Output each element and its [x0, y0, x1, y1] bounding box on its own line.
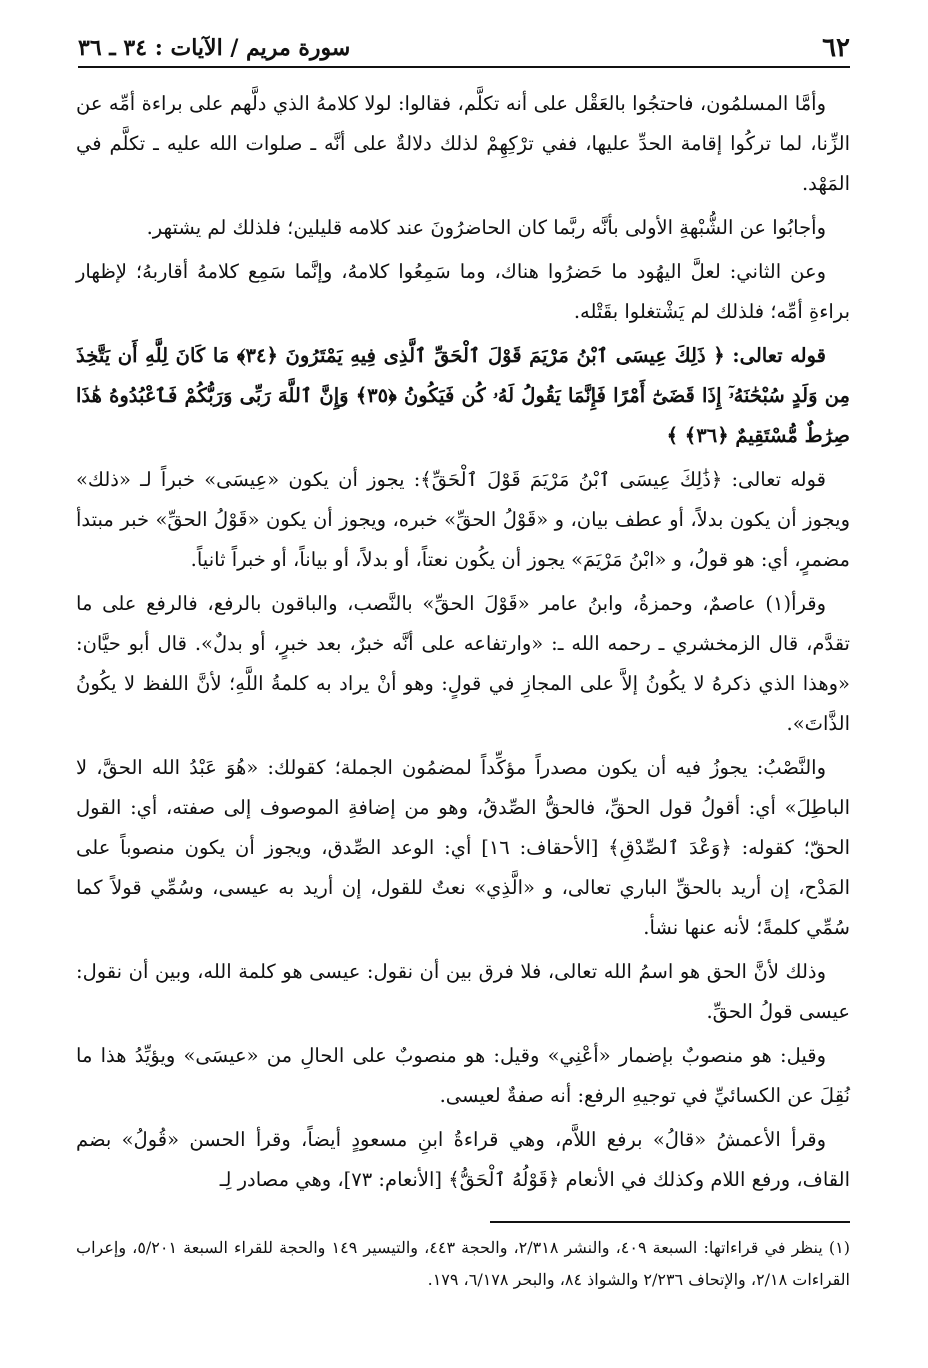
quran-verses: قوله تعالى: ﴿ ذَلِكَ عِيسَى ٱبْنُ مَرْيَمَ قَوْلَ ٱلْحَقِّ ٱلَّذِى فِيهِ يَمْتَرُونَ ﴿٣٤﴾ مَا كَانَ لِلَّهِ أَن يَتَّخِذَ مِن وَلَدٍ سُبْحَٰنَهُۥٓ إِذَا قَضَىٰٓ أَمْرًا فَإِنَّمَا يَقُولُ لَهُۥ كُن فَيَكُونُ ﴿٣٥﴾ وَإِنَّ ٱللَّهَ رَبِّى وَرَبُّكُمْ فَٱعْبُدُوهُ هَٰذَا صِرَٰطٌ مُّسْتَقِيمٌ ﴿٣٦﴾ ﴾ [76, 344, 850, 447]
main-text [76, 84, 850, 1204]
footnote-divider [490, 1221, 850, 1223]
footnote: (١) ينظر في قراءاتها: السبعة ٤٠٩، والنشر ٢/٣١٨، والحجة ٤٤٣، والتيسير ١٤٩ والحجة للقراء السبعة ٥/٢٠١، وإعراب القراءات ٢/١٨، والإتحاف ٢/٢٣٦ والشواذ ٨٤، والبحر ٦/١٧٨، ١٧٩. [76, 1238, 851, 1289]
page-header [78, 30, 850, 68]
paragraph: وأجابُوا عن الشُّبْهةِ الأولى بأنَّه ربَّما كان الحاضرُونَ عند كلامه قليلين؛ فلذلك لم يشتهر. [146, 216, 826, 239]
paragraph: قوله تعالى: ﴿ذَٰلِكَ عِيسَى ٱبْنُ مَرْيَمَ قَوْلَ ٱلْحَقِّ﴾: يجوز أن يكون «عِيسَى» خبراً لـ «ذلك» ويجوز أن يكون بدلاً، أو عطف بيان، و «قَوْلُ الحقِّ» خبره، ويجوز أن يكون «قَوْلُ الحقِّ» خبر مبتدأ مضمرٍ، أي: هو قولُ، و «ابْنُ مَرْيَمَ» يجوز أن يكُون نعتاً، أو بدلاً، أو بياناً، أو خبراً ثانياً. [76, 468, 850, 571]
paragraph: وقيل: هو منصوبٌ بإضمار «أعْنِي» وقيل: هو منصوبٌ على الحالِ من «عيسَى» ويؤيِّدُ هذا ما نُقِلَ عن الكسائيِّ في توجيهِ الرفع: أنه صفةٌ لعيسى. [76, 1044, 850, 1107]
paragraph: والنَّصْبُ: يجوزُ فيه أن يكون مصدراً مؤكِّداً لمضمُون الجملة؛ كقولك: «هُوَ عَبْدُ الله الحقَّ، لا الباطِلَ» أي: أقولُ قول الحقِّ، فالحقُّ الصِّدقُ، وهو من إضافةِ الموصوف إلى صفته، أي: القول الحقّ؛ كقوله: ﴿وَعْدَ ٱلصِّدْقِ﴾ [الأحقاف: ١٦] أي: الوعد الصِّدق، ويجوز أن يكون منصوباً على المَدْح، إن أريد بالحقِّ الباري تعالى، و «الَّذِي» نعتٌ للقول، إن أريد به عيسى، وسُمِّي قولاً كما سُمِّي كلمةً؛ لأنه عنها نشأ. [76, 756, 850, 939]
surah-title: سورة مريم / الآيات : ٣٤ ـ ٣٦ [78, 35, 351, 61]
paragraph: وقرأ الأعمشُ «قالُ» برفع اللاَّم، وهي قراءةُ ابنِ مسعودٍ أيضاً، وقرأ الحسن «قُولُ» بضم القاف، ورفع اللام وكذلك في الأنعام ﴿قَوْلُهُ ٱلْحَقُّ﴾ [الأنعام: ٧٣]، وهي مصادر لِـ [76, 1128, 850, 1191]
paragraph: وذلك لأنَّ الحق هو اسمُ الله تعالى، فلا فرق بين أن نقول: عيسى هو كلمة الله، وبين أن نقول: عيسى قولُ الحقِّ. [76, 960, 850, 1023]
paragraph: وأمَّا المسلمُون، فاحتجُوا بالعَقْل على أنه تكلَّم، فقالوا: لولا كلامهُ الذي دلَّهم على براءة أمِّه عن الزِّنا، لما تركُوا إقامة الحدِّ عليها، ففي ترْكِهِمْ لذلك دلالةٌ على أنَّه ـ صلوات الله عليه ـ تكلَّم في المَهْد. [76, 92, 850, 195]
page-number: ٦٢ [822, 33, 850, 63]
paragraph: وقرأ(١) عاصمٌ، وحمزةُ، وابنُ عامر «قَوْلَ الحقِّ» بالنَّصب، والباقون بالرفع، فالرفع على ما تقدَّم، قال الزمخشري ـ رحمه الله ـ: «وارتفاعه على أنَّه خبرٌ، بعد خبرٍ، أو بدلٌ». قال أبو حيَّان: «وهذا الذي ذكرهُ لا يكُونُ إلاَّ على المجازِ في قولٍ: وهو أنْ يراد به كلمةُ اللَّهِ؛ لأنَّ اللفظ لا يكُونُ الذَّاتَ». [76, 592, 850, 735]
paragraph: وعن الثاني: لعلَّ اليهُود ما حَضرُوا هناك، وما سَمِعُوا كلامهُ، وإنَّما سَمِع كلامهُ أقاربهُ؛ لإظهار براءةِ أمِّه؛ فلذلك لم يَشْتغلوا بقَتْله. [76, 260, 850, 323]
